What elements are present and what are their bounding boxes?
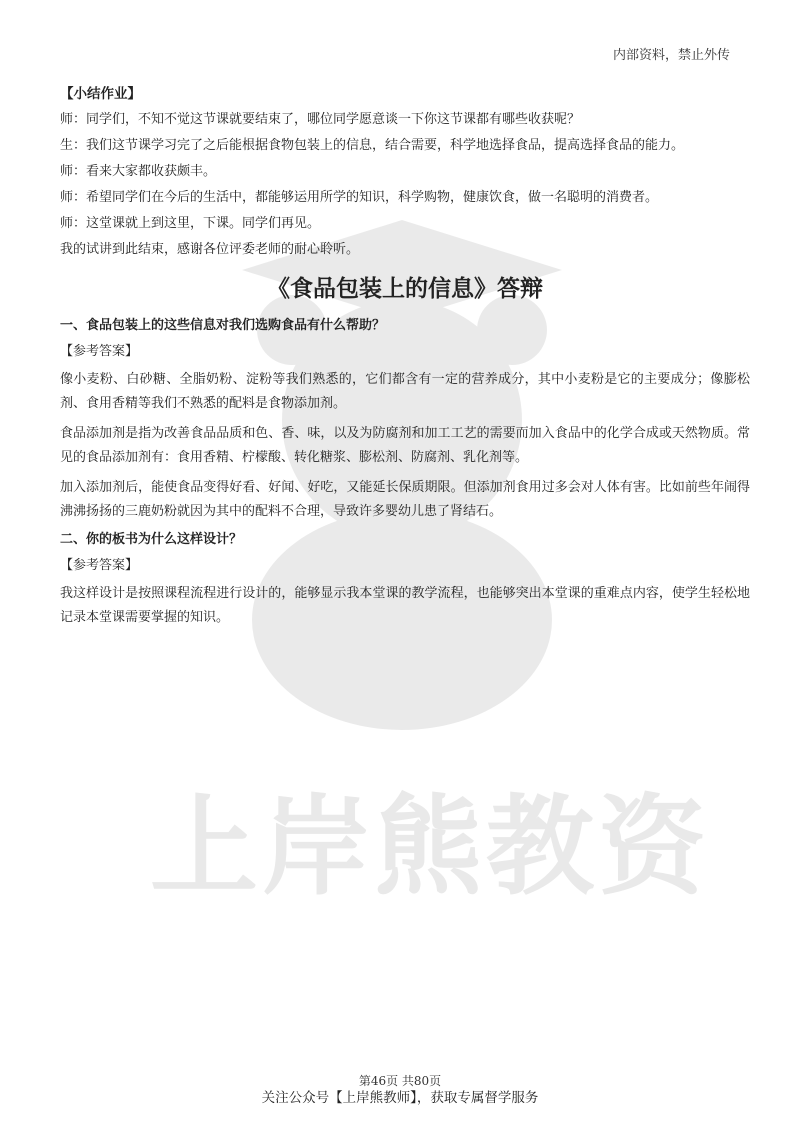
reference-answer-label: 【参考答案】 xyxy=(60,558,139,573)
page-number: 第46页 共80页 xyxy=(358,1074,442,1088)
reference-answer-label: 【参考答案】 xyxy=(60,344,139,359)
main-content xyxy=(60,84,750,636)
summary-line: 师：希望同学们在今后的生活中，都能够运用所学的知识，科学购物，健康饮食，做一名聪明的消费者。 xyxy=(60,190,659,205)
summary-heading: 【小结作业】 xyxy=(60,86,141,102)
confidential-note: 内部资料，禁止外传 xyxy=(612,48,730,63)
answer-paragraph: 食品添加剂是指为改善食品品质和色、香、味，以及为防腐剂和加工工艺的需要而加入食品中的化学合成或天然物质。常见的食品添加剂有：食用香精、柠檬酸、转化糖浆、膨松剂、防腐剂、乳化剂等。 xyxy=(60,426,750,465)
summary-line: 生：我们这节课学习完了之后能根据食物包装上的信息，结合需要，科学地选择食品，提高选择食品的能力。 xyxy=(60,138,685,153)
summary-line: 师：同学们，不知不觉这节课就要结束了，哪位同学愿意谈一下你这节课都有哪些收获呢？ xyxy=(60,112,581,127)
answer-paragraph: 加入添加剂后，能使食品变得好看、好闻、好吃，又能延长保质期限。但添加剂食用过多会对人体有害。比如前些年闹得沸沸扬扬的三鹿奶粉就因为其中的配料不合理，导致许多婴幼儿患了肾结石。 xyxy=(60,480,750,519)
question-2: 二、你的板书为什么这样设计？ xyxy=(60,532,243,547)
defense-title: 《食品包装上的信息》答辩 xyxy=(267,276,543,302)
summary-line: 师：这堂课就上到这里，下课。同学们再见。 xyxy=(60,216,321,231)
footer-promo: 关注公众号【上岸熊教师】，获取专属督学服务 xyxy=(261,1090,539,1106)
answer-paragraph: 像小麦粉、白砂糖、全脂奶粉、淀粉等我们熟悉的，它们都含有一定的营养成分，其中小麦粉是它的主要成分；像膨松剂、食用香精等我们不熟悉的配料是食物添加剂。 xyxy=(60,372,750,411)
answer-paragraph: 我这样设计是按照课程流程进行设计的，能够显示我本堂课的教学流程，也能够突出本堂课的重难点内容，使学生轻松地记录本堂课需要掌握的知识。 xyxy=(60,586,750,625)
watermark-text: 上岸熊教资 xyxy=(150,785,711,910)
question-1: 一、食品包装上的这些信息对我们选购食品有什么帮助？ xyxy=(60,318,386,333)
summary-line: 我的试讲到此结束，感谢各位评委老师的耐心聆听。 xyxy=(60,242,360,257)
summary-line: 师：看来大家都收获颇丰。 xyxy=(60,164,217,179)
